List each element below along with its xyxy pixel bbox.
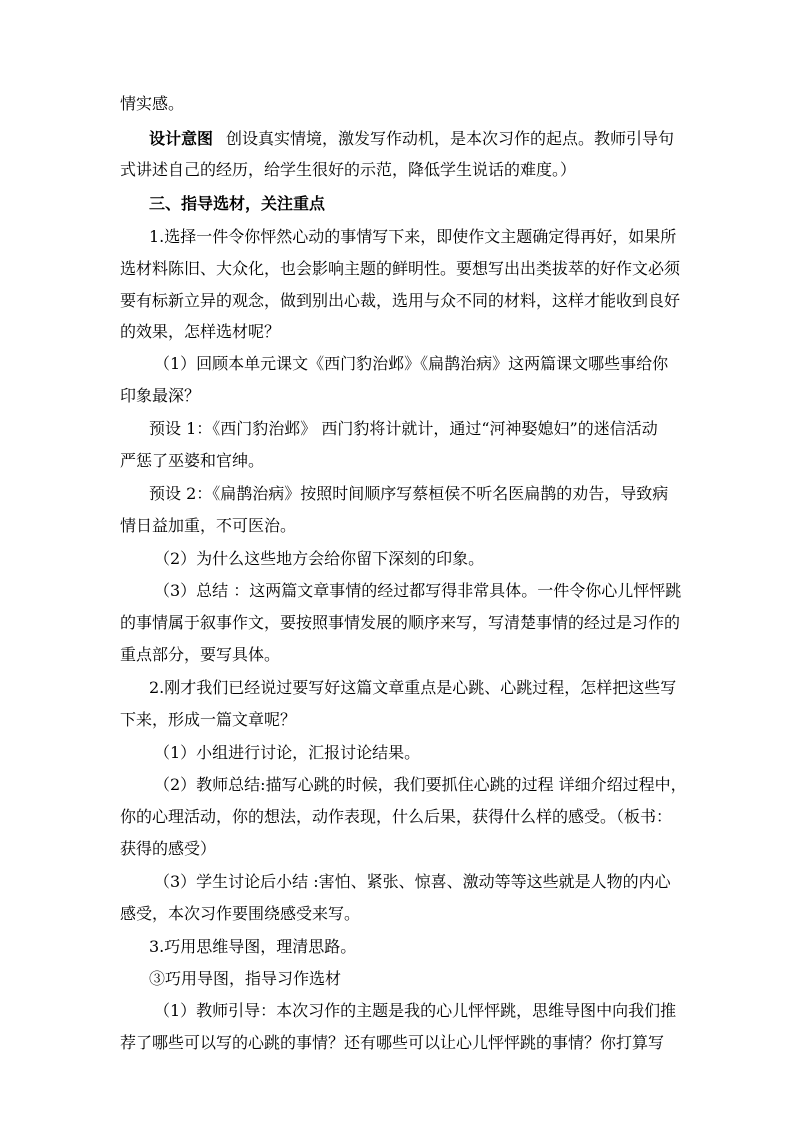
- text-line: 式讲述自己的经历，给学生很好的示范，降低学生说话的难度。）: [120, 160, 577, 179]
- text-line: 2.刚才我们已经说过要写好这篇文章重点是心跳、心跳过程，怎样把这些写: [149, 678, 677, 697]
- text-line: （2）教师总结:描写心跳的时候，我们要抓住心跳的过程 详细介绍过程中，: [154, 775, 687, 794]
- text-line: 创设真实情境，激发写作动机，是本次习作的起点。教师引导句: [226, 129, 675, 148]
- text-line: （3）学生讨论后小结 :害怕、紧张、惊喜、激动等等这些就是人物的内心: [154, 872, 671, 891]
- text-line: 荐了哪些可以写的心跳的事情？还有哪些可以让心儿怦怦跳的事情？你打算写: [120, 1033, 665, 1052]
- text-line: 的事情属于叙事作文，要按照事情发展的顺序来写，写清楚事情的经过是习作的: [120, 613, 681, 632]
- text-line: 要有标新立异的观念，做到别出心裁，选用与众不同的材料，这样才能收到良好: [120, 291, 681, 310]
- text-line: 1.选择一件令你怦然心动的事情写下来，即使作文主题确定得再好，如果所: [149, 227, 677, 246]
- text-line: 下来，形成一篇文章呢？: [120, 710, 297, 729]
- text-line: 预设 1：《西门豹治邺》 西门豹将计就计，通过“河神娶媳妇”的迷信活动: [149, 419, 658, 438]
- text-line: 获得的感受）: [120, 839, 217, 858]
- text-line: 的效果，怎样选材呢？: [120, 322, 281, 341]
- text-line: 选材料陈旧、大众化，也会影响主题的鲜明性。要想写出出类拔萃的好作文必须: [120, 259, 681, 278]
- text-line: （1）回顾本单元课文《西门豹治邺》《扁鹊治病》这两篇课文哪些事给你: [154, 354, 669, 373]
- text-line: 你的心理活动，你的想法，动作表现，什么后果，获得什么样的感受。（板书：: [120, 807, 673, 826]
- text-line: 严惩了巫婆和官绅。: [120, 451, 265, 470]
- section-heading: 三、指导选材，关注重点: [149, 194, 326, 213]
- text-line: （1）教师引导：本次习作的主题是我的心儿怦怦跳，思维导图中向我们推: [154, 1001, 677, 1020]
- text-line: （3）总结 ：这两篇文章事情的经过都写得非常具体。一件令你心儿怦怦跳: [154, 581, 682, 600]
- text-line: 重点部分，要写具体。: [120, 645, 281, 664]
- text-line: （2）为什么这些地方会给你留下深刻的印象。: [154, 549, 485, 568]
- text-line: 预设 2：《扁鹊治病》按照时间顺序写蔡桓侯不听名医扁鹊的劝告，导致病: [149, 484, 669, 503]
- text-line: 印象最深？: [120, 386, 201, 405]
- text-line: 3.巧用思维导图，理清思路。: [149, 937, 357, 956]
- text-line: 情日益加重，不可医治。: [120, 516, 297, 535]
- text-line: 情实感。: [120, 94, 185, 113]
- design-intent-heading: 设计意图: [149, 129, 214, 148]
- text-line: （1）小组进行讨论，汇报讨论结果。: [154, 743, 421, 762]
- text-line: ③巧用导图，指导习作选材: [149, 969, 342, 988]
- text-line: 感受，本次习作要围绕感受来写。: [120, 904, 361, 923]
